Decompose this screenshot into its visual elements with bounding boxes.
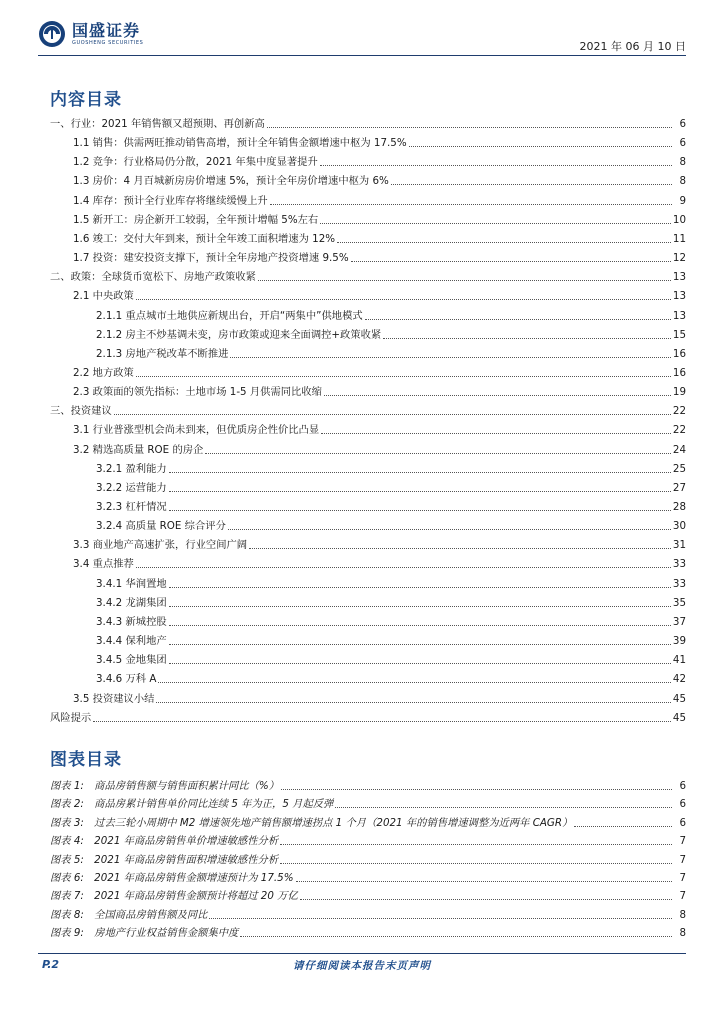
entry-page-number: 33 — [672, 577, 686, 590]
toc-entry[interactable] — [50, 230, 686, 249]
toc-entry[interactable] — [50, 115, 686, 134]
dot-leader — [158, 682, 671, 683]
entry-page-number: 41 — [672, 654, 686, 667]
dot-leader — [249, 548, 671, 549]
entry-page-number: 45 — [672, 711, 686, 724]
toc-entry[interactable] — [50, 249, 686, 268]
dot-leader — [409, 146, 672, 147]
toc-entry[interactable] — [50, 460, 686, 479]
figures-title: 图表目录 — [50, 750, 122, 770]
report-date: 2021 年 06 月 10 日 — [579, 40, 686, 53]
dot-leader — [169, 606, 671, 607]
toc-entry[interactable] — [50, 153, 686, 172]
entry-label: 图表 8: 全国商品房销售额及同比 — [50, 908, 208, 921]
entry-label: 3.2.4 高质量 ROE 综合评分 — [96, 520, 226, 533]
toc-entry[interactable] — [50, 345, 686, 364]
toc-entry[interactable] — [50, 402, 686, 421]
entry-page-number: 7 — [679, 835, 686, 848]
dot-leader — [300, 899, 672, 900]
company-logo — [38, 20, 143, 48]
figure-entry[interactable] — [50, 795, 686, 814]
dot-leader — [321, 433, 671, 434]
toc-entry[interactable] — [50, 326, 686, 345]
entry-label: 2.2 地方政策 — [73, 366, 134, 379]
entry-page-number: 37 — [672, 615, 686, 628]
entry-page-number: 8 — [679, 156, 686, 169]
dot-leader — [156, 702, 670, 703]
entry-page-number: 10 — [672, 213, 686, 226]
dot-leader — [136, 299, 671, 300]
header-divider — [38, 55, 686, 56]
figure-entry[interactable] — [50, 869, 686, 888]
entry-label: 3.4.2 龙湖集团 — [96, 596, 167, 609]
dot-leader — [391, 184, 672, 185]
dot-leader — [324, 395, 671, 396]
toc-entry[interactable] — [50, 364, 686, 383]
dot-leader — [574, 826, 672, 827]
entry-label: 3.1 行业普涨型机会尚未到来，但优质房企性价比凸显 — [73, 424, 320, 437]
toc-entry[interactable] — [50, 421, 686, 440]
toc-entry[interactable] — [50, 211, 686, 230]
toc-entry[interactable] — [50, 498, 686, 517]
entry-label: 图表 5: 2021 年商品房销售面积增速敏感性分析 — [50, 853, 279, 866]
dot-leader — [230, 357, 670, 358]
entry-page-number: 25 — [672, 462, 686, 475]
entry-page-number: 8 — [679, 927, 686, 940]
disclaimer-note: 请仔细阅读本报告末页声明 — [293, 960, 431, 972]
entry-label: 3.3 商业地产高速扩张，行业空间广阔 — [73, 539, 248, 552]
dot-leader — [169, 625, 671, 626]
page-header — [38, 20, 686, 56]
entry-label: 三、投资建议 — [50, 405, 112, 418]
entry-label: 图表 9: 房地产行业权益销售金额集中度 — [50, 927, 239, 940]
entry-page-number: 19 — [672, 386, 686, 399]
dot-leader — [93, 721, 671, 722]
dot-leader — [169, 644, 671, 645]
dot-leader — [209, 918, 672, 919]
figure-entry[interactable] — [50, 814, 686, 833]
entry-page-number: 22 — [672, 405, 686, 418]
entry-page-number: 22 — [672, 424, 686, 437]
entry-page-number: 39 — [672, 635, 686, 648]
entry-label: 一、行业：2021 年销售额又超预期、再创新高 — [50, 118, 265, 130]
entry-page-number: 45 — [672, 692, 686, 705]
entry-label: 3.4.4 保利地产 — [96, 635, 167, 648]
dot-leader — [205, 453, 671, 454]
toc-entry[interactable] — [50, 632, 686, 651]
dot-leader — [296, 881, 672, 882]
entry-label: 1.4 库存：预计全行业库存将继续缓慢上升 — [73, 194, 268, 207]
entry-page-number: 12 — [672, 252, 686, 265]
toc-entry[interactable] — [50, 575, 686, 594]
entry-page-number: 13 — [672, 309, 686, 322]
entry-page-number: 31 — [672, 539, 686, 552]
entry-page-number: 6 — [679, 118, 686, 130]
figure-entry[interactable] — [50, 887, 686, 906]
dot-leader — [383, 338, 671, 339]
page-number: P.2 — [42, 958, 60, 971]
dot-leader — [169, 472, 671, 473]
logo-english-name: GUOSHENG SECURITIES — [72, 39, 144, 46]
toc-entry[interactable] — [50, 651, 686, 670]
dot-leader — [351, 261, 671, 262]
toc-entry[interactable] — [50, 134, 686, 153]
toc-entry[interactable] — [50, 690, 686, 709]
entry-label: 1.3 房价：4 月百城新房房价增速 5%，预计全年房价增速中枢为 6% — [73, 175, 389, 188]
entry-label: 3.4.5 金地集团 — [96, 654, 167, 667]
toc-entry[interactable] — [50, 670, 686, 689]
entry-label: 图表 1: 商品房销售额与销售面积累计同比（%） — [50, 780, 280, 792]
figure-entry[interactable] — [50, 906, 686, 925]
entry-page-number: 13 — [672, 271, 686, 284]
entry-page-number: 6 — [679, 780, 686, 792]
entry-page-number: 7 — [679, 853, 686, 866]
dot-leader — [240, 936, 672, 937]
dot-leader — [228, 529, 671, 530]
toc-entry[interactable] — [50, 517, 686, 536]
entry-page-number: 9 — [679, 194, 686, 207]
entry-label: 风险提示 — [50, 711, 92, 724]
entry-label: 3.4.6 万科 A — [96, 673, 157, 686]
entry-page-number: 33 — [672, 558, 686, 571]
dot-leader — [136, 567, 671, 568]
entry-label: 1.7 投资：建安投资支撑下，预计全年房地产投资增速 9.5% — [73, 252, 349, 265]
toc-entry[interactable] — [50, 709, 686, 728]
entry-label: 2.1.2 房主不炒基调未变，房市政策或迎来全面调控+政策收紧 — [96, 328, 382, 341]
entry-page-number: 24 — [672, 443, 686, 456]
entry-label: 3.2.1 盈利能力 — [96, 462, 167, 475]
dot-leader — [365, 319, 671, 320]
dot-leader — [169, 663, 671, 664]
entry-label: 1.5 新开工：房企新开工较弱，全年预计增幅 5%左右 — [73, 213, 319, 226]
logo-chinese-name: 国盛证券 — [72, 20, 141, 40]
guosheng-logo-icon — [38, 20, 66, 48]
toc-entry[interactable] — [50, 383, 686, 402]
entry-page-number: 16 — [672, 366, 686, 379]
entry-page-number: 6 — [679, 137, 686, 150]
entry-label: 3.5 投资建议小结 — [73, 692, 155, 705]
entry-page-number: 35 — [672, 596, 686, 609]
dot-leader — [169, 587, 671, 588]
dot-leader — [280, 844, 672, 845]
figure-entry[interactable] — [50, 851, 686, 870]
dot-leader — [114, 414, 671, 415]
entry-label: 1.1 销售：供需两旺推动销售高增，预计全年销售金额增速中枢为 17.5% — [73, 137, 407, 150]
entry-label: 3.2.2 运营能力 — [96, 481, 167, 494]
entry-label: 1.6 竣工：交付大年到来，预计全年竣工面积增速为 12% — [73, 232, 336, 245]
entry-page-number: 11 — [672, 232, 686, 245]
dot-leader — [280, 863, 672, 864]
figure-entry[interactable] — [50, 832, 686, 851]
dot-leader — [169, 510, 671, 511]
entry-label: 3.4.1 华润置地 — [96, 577, 167, 590]
dot-leader — [258, 280, 671, 281]
entry-label: 3.2 精选高质量 ROE 的房企 — [73, 443, 204, 456]
entry-page-number: 30 — [672, 520, 686, 533]
dot-leader — [270, 204, 672, 205]
entry-label: 3.4 重点推荐 — [73, 558, 134, 571]
dot-leader — [320, 165, 672, 166]
toc-entry[interactable] — [50, 287, 686, 306]
entry-label: 图表 3: 过去三轮小周期中 M2 增速领先地产销售额增速拐点 1 个月（2021 年的销售增速调整为近两年 CAGR） — [50, 816, 573, 829]
toc-entry[interactable] — [50, 594, 686, 613]
figure-entry[interactable] — [50, 777, 686, 796]
dot-leader — [281, 789, 672, 790]
entry-page-number: 6 — [679, 798, 686, 811]
entry-page-number: 28 — [672, 501, 686, 513]
dot-leader — [169, 491, 671, 492]
entry-label: 3.2.3 杠杆情况 — [96, 501, 167, 513]
entry-page-number: 8 — [679, 175, 686, 188]
footer-divider — [38, 953, 686, 954]
entry-label: 2.1 中央政策 — [73, 290, 134, 303]
entry-page-number: 42 — [672, 673, 686, 686]
contents-title: 内容目录 — [50, 90, 122, 110]
entry-label: 2.3 政策面的领先指标：土地市场 1-5 月供需同比收缩 — [73, 386, 322, 399]
toc-entry[interactable] — [50, 192, 686, 211]
entry-label: 图表 7: 2021 年商品房销售金额预计将超过 20 万亿 — [50, 890, 298, 903]
entry-page-number: 7 — [679, 872, 686, 884]
entry-page-number: 16 — [672, 347, 686, 360]
entry-label: 3.4.3 新城控股 — [96, 615, 167, 628]
dot-leader — [136, 376, 671, 377]
toc-entry[interactable] — [50, 613, 686, 632]
entry-page-number: 6 — [679, 816, 686, 829]
entry-page-number: 8 — [679, 908, 686, 921]
entry-label: 图表 4: 2021 年商品房销售单价增速敏感性分析 — [50, 835, 279, 848]
entry-label: 2.1.3 房地产税改革不断推进 — [96, 347, 229, 360]
toc-entry[interactable] — [50, 536, 686, 555]
dot-leader — [337, 242, 671, 243]
toc-entry[interactable] — [50, 172, 686, 191]
entry-label: 1.2 竞争：行业格局仍分散，2021 年集中度显著提升 — [73, 156, 318, 169]
toc-entry[interactable] — [50, 555, 686, 574]
toc-entry[interactable] — [50, 268, 686, 287]
dot-leader — [267, 127, 672, 128]
toc-entry[interactable] — [50, 441, 686, 460]
toc-entry[interactable] — [50, 479, 686, 498]
entry-label: 图表 2: 商品房累计销售单价同比连续 5 年为正，5 月起反弹 — [50, 798, 334, 811]
dot-leader — [335, 807, 672, 808]
entry-label: 图表 6: 2021 年商品房销售金额增速预计为 17.5% — [50, 872, 294, 884]
entry-page-number: 13 — [672, 290, 686, 303]
dot-leader — [320, 223, 671, 224]
toc-entry[interactable] — [50, 307, 686, 326]
entry-page-number: 15 — [672, 328, 686, 341]
figure-entry[interactable] — [50, 924, 686, 943]
entry-page-number: 7 — [679, 890, 686, 903]
entry-label: 2.1.1 重点城市土地供应新规出台，开启“两集中”供地模式 — [96, 309, 363, 322]
entry-page-number: 27 — [672, 481, 686, 494]
entry-label: 二、政策：全球货币宽松下、房地产政策收紧 — [50, 271, 256, 284]
